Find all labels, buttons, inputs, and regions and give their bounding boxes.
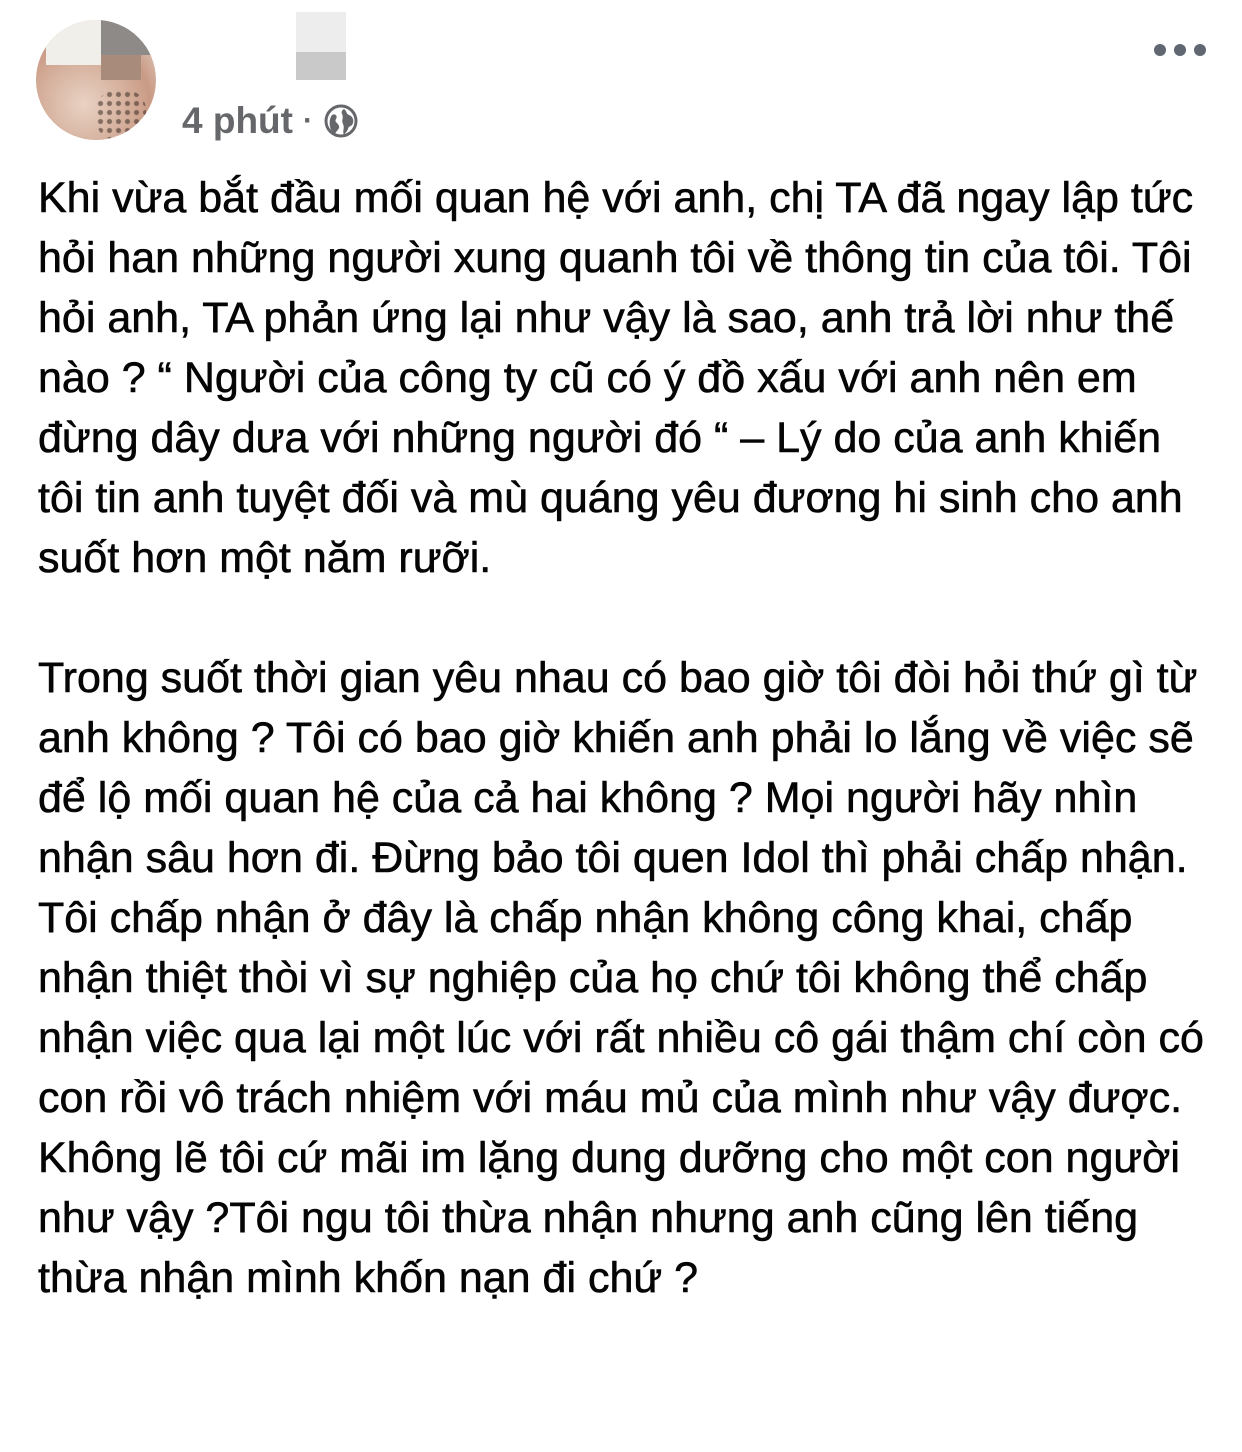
avatar[interactable]: [36, 20, 156, 140]
avatar-pattern: [96, 90, 146, 140]
author-name-censored[interactable]: [296, 52, 346, 80]
more-horizontal-icon: [1194, 44, 1206, 56]
meta-separator: ·: [302, 104, 313, 137]
post-meta: [182, 98, 359, 144]
avatar-censor-block: [101, 55, 141, 80]
globe-icon[interactable]: [323, 103, 359, 139]
avatar-censor-block: [101, 20, 151, 55]
post-header: [0, 0, 1242, 150]
more-options-button[interactable]: [1154, 30, 1206, 70]
more-horizontal-icon: [1174, 44, 1186, 56]
author-name-censored[interactable]: [296, 12, 346, 52]
post-paragraph: Khi vừa bắt đầu mối quan hệ với anh, chị TA đã ngay lập tức hỏi han những người xung quanh tôi về thông tin của tôi. Tôi hỏi anh, TA phản ứng lại như vậy là sao, anh trả lời như thế nào ? “ Người của công ty cũ có ý đồ xấu với anh nên em đừng dây dưa với những người đó “ – Lý do của anh khiến tôi tin anh tuyệt đối và mù quáng yêu đương hi sinh cho anh suốt hơn một năm rưỡi.: [38, 174, 1194, 582]
post-text: [38, 168, 1218, 1308]
post-paragraph: Trong suốt thời gian yêu nhau có bao giờ tôi đòi hỏi thứ gì từ anh không ? Tôi có bao giờ khiến anh phải lo lắng về việc sẽ để lộ mối quan hệ của cả hai không ? Mọi người hãy nhìn nhận sâu hơn đi. Đừng bảo tôi quen Idol thì phải chấp nhận. Tôi chấp nhận ở đây là chấp nhận không công khai, chấp nhận thiệt thòi vì sự nghiệp của họ chứ tôi không thể chấp nhận việc qua lại một lúc với rất nhiều cô gái thậm chí còn có con rồi vô trách nhiệm với máu mủ của mình như vậy được. Không lẽ tôi cứ mãi im lặng dung dưỡng cho một con người như vậy ?Tôi ngu tôi thừa nhận nhưng anh cũng lên tiếng thừa nhận mình khốn nạn đi chứ ?: [38, 654, 1204, 1302]
post-timestamp[interactable]: 4 phút: [182, 100, 293, 141]
more-horizontal-icon: [1154, 44, 1166, 56]
avatar-censor-block: [46, 20, 101, 65]
